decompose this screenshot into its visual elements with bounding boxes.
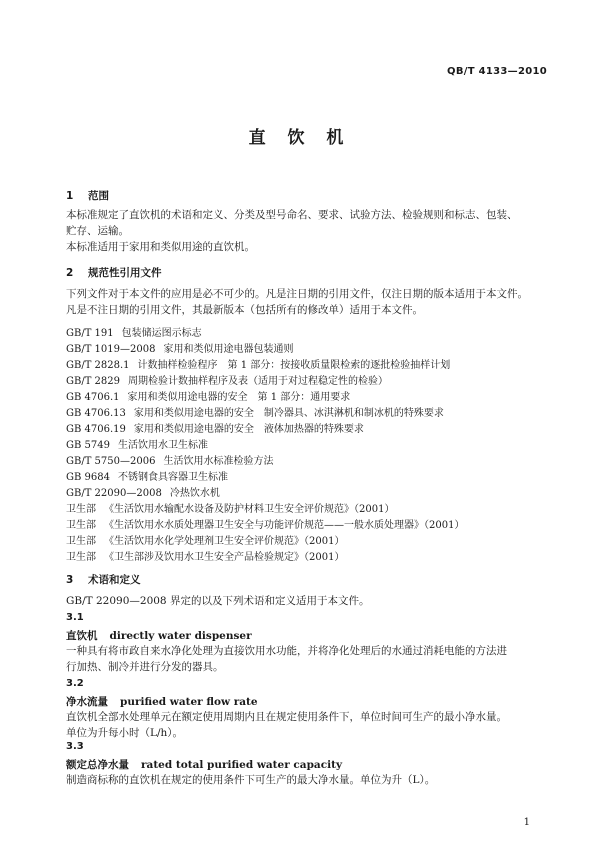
reference-title: 冷热饮水机: [169, 488, 220, 499]
s1-paragraph-2: 本标准适用于家用和类似用途的直饮机。: [66, 241, 255, 253]
reference-code: GB/T 191: [66, 328, 114, 339]
term-3-1-zh: 直饮机: [66, 630, 98, 642]
reference-code: 卫生部: [66, 536, 96, 547]
term-3-3-zh: 额定总净水量: [66, 759, 129, 771]
term-3-1-definition-line-1: 一种具有将市政自来水净化处理为直接饮用水功能，并将净化处理后的水通过消耗电能的方法进: [66, 645, 507, 657]
reference-item: [66, 548, 344, 563]
standard-code: QB/T 4133—2010: [447, 66, 547, 77]
section-1-title: 范围: [88, 190, 109, 202]
reference-title: 《生活饮用水水质处理器卫生安全与功能评价规范——一般水质处理器》（2001）: [104, 520, 465, 531]
term-3-2-definition-line-2: 单位为升每小时（L/h）。: [66, 727, 184, 739]
term-3-3-number: 3.3: [66, 741, 84, 752]
reference-code: GB/T 2828.1: [66, 360, 130, 371]
term-3-1-number: 3.1: [66, 612, 84, 623]
reference-code: GB 4706.19: [66, 424, 126, 435]
reference-title: 家用和类似用途电器包装通则: [163, 344, 294, 355]
reference-code: 卫生部: [66, 520, 96, 531]
reference-title: 包装储运图示标志: [121, 328, 202, 339]
section-1-number: 1: [66, 190, 74, 202]
s1-paragraph-1-line-2: 贮存、运输。: [66, 225, 129, 237]
term-3-2-en: purified water flow rate: [120, 696, 258, 708]
reference-title: 家用和类似用途电器的安全 液体加热器的特殊要求: [133, 424, 364, 435]
reference-title: 家用和类似用途电器的安全 制冷器具、冰淇淋机和制冰机的特殊要求: [133, 408, 444, 419]
reference-item: [66, 468, 228, 483]
reference-title: 《卫生部涉及饮用水卫生安全产品检验规定》（2001）: [104, 552, 345, 563]
reference-item: [66, 436, 208, 451]
reference-code: 卫生部: [66, 504, 96, 515]
reference-code: GB/T 22090—2008: [66, 488, 162, 499]
reference-code: 卫生部: [66, 552, 96, 563]
reference-title: 生活饮用水卫生标准: [117, 440, 208, 451]
reference-item: [66, 484, 220, 499]
reference-item: [66, 532, 344, 547]
document-title: 直 饮 机: [248, 128, 352, 148]
reference-title: 《生活饮用水化学处理剂卫生安全评价规范》（2001）: [104, 536, 345, 547]
term-3-1-definition-line-2: 行加热、制冷并进行分发的器具。: [66, 661, 224, 673]
term-3-2-zh: 净水流量: [66, 696, 108, 708]
reference-item: [66, 372, 388, 387]
term-3-2-title: [66, 694, 258, 709]
reference-title: 周期检验计数抽样程序及表（适用于对过程稳定性的检验）: [128, 376, 389, 387]
reference-title: 家用和类似用途电器的安全 第 1 部分：通用要求: [127, 392, 351, 403]
term-3-1-en: directly water dispenser: [109, 630, 252, 642]
term-3-3-title: [66, 757, 342, 772]
term-3-3-definition-line-1: 制造商标称的直饮机在规定的使用条件下可生产的最大净水量。单位为升（L）。: [66, 774, 436, 786]
reference-code: GB 4706.1: [66, 392, 120, 403]
reference-title: 计数抽样检验程序 第 1 部分：按接收质量限检索的逐批检验抽样计划: [137, 360, 451, 371]
reference-code: GB/T 5750—2006: [66, 456, 156, 467]
reference-code: GB 9684: [66, 472, 110, 483]
reference-title: 生活饮用水标准检验方法: [163, 456, 274, 467]
reference-item: [66, 388, 350, 403]
term-3-3-en: rated total purified water capacity: [141, 759, 343, 771]
reference-title: 不锈钢食具容器卫生标准: [117, 472, 228, 483]
s1-paragraph-1-line-1: 本标准规定了直饮机的术语和定义、分类及型号命名、要求、试验方法、检验规则和标志、包装、: [66, 209, 518, 221]
reference-item: [66, 452, 273, 467]
reference-item: [66, 500, 394, 515]
reference-item: [66, 404, 444, 419]
reference-item: [66, 340, 293, 355]
page-number: 1: [523, 817, 530, 828]
reference-item: [66, 356, 450, 371]
reference-title: 《生活饮用水输配水设备及防护材料卫生安全评价规范》（2001）: [104, 504, 395, 515]
s2-intro-line-2: 凡是不注日期的引用文件，其最新版本（包括所有的修改单）适用于本文件。: [66, 304, 423, 316]
reference-code: GB/T 1019—2008: [66, 344, 156, 355]
reference-item: [66, 324, 202, 339]
section-2-title: 规范性引用文件: [88, 267, 162, 279]
section-3-number: 3: [66, 574, 74, 586]
section-3-title: 术语和定义: [88, 574, 141, 586]
section-2-heading: [66, 265, 162, 280]
section-1-heading: [66, 188, 109, 203]
s2-intro-line-1: 下列文件对于本文件的应用是必不可少的。凡是注日期的引用文件，仅注日期的版本适用于本文件。: [66, 288, 528, 300]
section-3-heading: [66, 572, 141, 587]
s3-intro: GB/T 22090—2008 界定的以及下列术语和定义适用于本文件。: [66, 595, 370, 607]
reference-item: [66, 516, 464, 531]
reference-item: [66, 420, 364, 435]
reference-code: GB 5749: [66, 440, 110, 451]
section-2-number: 2: [66, 267, 74, 279]
term-3-2-number: 3.2: [66, 678, 84, 689]
reference-code: GB/T 2829: [66, 376, 121, 387]
reference-code: GB 4706.13: [66, 408, 126, 419]
term-3-1-title: [66, 628, 252, 643]
term-3-2-definition-line-1: 直饮机全部水处理单元在额定使用周期内且在规定使用条件下，单位时间可生产的最小净水量。: [66, 711, 507, 723]
